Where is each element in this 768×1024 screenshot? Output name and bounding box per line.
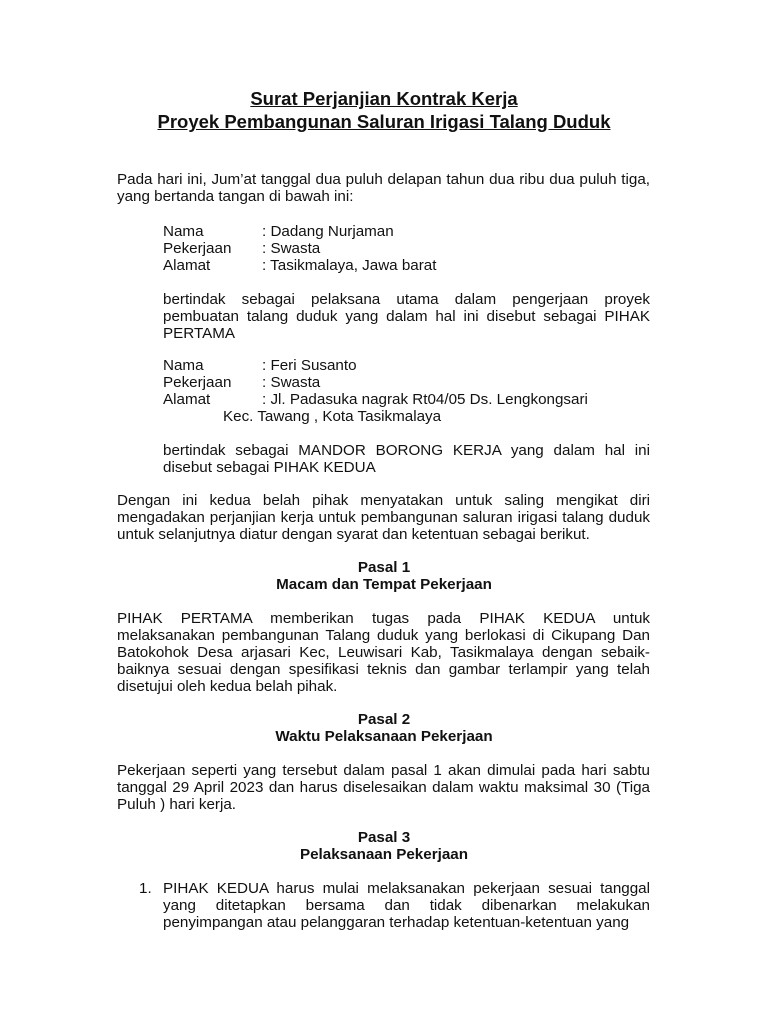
party1-address-label: Alamat [163, 257, 211, 274]
pasal1-number: Pasal 1 [357, 559, 411, 576]
party1-address-value: : Tasikmalaya, Jawa barat [262, 257, 437, 274]
party2-name-value: : Feri Susanto [262, 357, 357, 374]
party1-job-value: : Swasta [262, 240, 321, 257]
party2-address-value: : Jl. Padasuka nagrak Rt04/05 Ds. Lengkongsari [262, 391, 588, 408]
pasal3-item1-marker: 1. [139, 880, 152, 897]
party2-role-paragraph: bertindak sebagai MANDOR BORONG KERJA yang dalam hal ini disebut sebagai PIHAK KEDUA [163, 442, 650, 476]
party2-address-label: Alamat [163, 391, 211, 408]
party2-address-value-line2: Kec. Tawang , Kota Tasikmalaya [223, 408, 442, 425]
party1-name-value: : Dadang Nurjaman [262, 223, 394, 240]
pasal1-heading: Macam dan Tempat Pekerjaan [276, 576, 492, 593]
party1-job-label: Pekerjaan [163, 240, 232, 257]
party2-name-label: Nama [163, 357, 204, 374]
pasal3-item1-text: PIHAK KEDUA harus mulai melaksanakan pekerjaan sesuai tanggal yang ditetapkan bersama dan tidak dibenarkan melakukan penyimpangan atau pelanggaran terhadap ketentuan-ketentuan yang [163, 880, 650, 931]
pasal2-body: Pekerjaan seperti yang tersebut dalam pasal 1 akan dimulai pada hari sabtu tanggal 29 April 2023 dan harus diselesaikan dalam waktu maksimal 30 (Tiga Puluh ) hari kerja. [117, 762, 650, 813]
party1-role-paragraph: bertindak sebagai pelaksana utama dalam pengerjaan proyek pembuatan talang duduk yang dalam hal ini disebut sebagai PIHAK PERTAMA [163, 291, 650, 342]
party2-job-label: Pekerjaan [163, 374, 232, 391]
pasal3-number: Pasal 3 [357, 829, 411, 846]
opening-paragraph: Pada hari ini, Jum’at tanggal dua puluh delapan tahun dua ribu dua puluh tiga, yang bertanda tangan di bawah ini: [117, 171, 650, 205]
party2-job-value: : Swasta [262, 374, 321, 391]
pasal2-number: Pasal 2 [357, 711, 411, 728]
party1-name-label: Nama [163, 223, 204, 240]
agreement-paragraph: Dengan ini kedua belah pihak menyatakan untuk saling mengikat diri mengadakan perjanjian kerja untuk pembangunan saluran irigasi talang duduk untuk selanjutnya diatur dengan syarat dan ketentuan sebagai berikut. [117, 492, 650, 543]
pasal2-heading: Waktu Pelaksanaan Pekerjaan [275, 728, 493, 745]
pasal1-body: PIHAK PERTAMA memberikan tugas pada PIHAK KEDUA untuk melaksanakan pembangunan Talang duduk yang berlokasi di Cikupang Dan Batokohok Desa arjasari Kec, Leuwisari Kab, Tasikmalaya dengan sebaik-baiknya sesuai dengan spesifikasi teknis dan gambar terlampir yang telah disetujui oleh kedua belah pihak. [117, 610, 650, 695]
document-title-line2: Proyek Pembangunan Saluran Irigasi Talang Duduk [157, 111, 611, 132]
document-title-line1: Surat Perjanjian Kontrak Kerja [250, 88, 518, 109]
pasal3-heading: Pelaksanaan Pekerjaan [299, 846, 469, 863]
